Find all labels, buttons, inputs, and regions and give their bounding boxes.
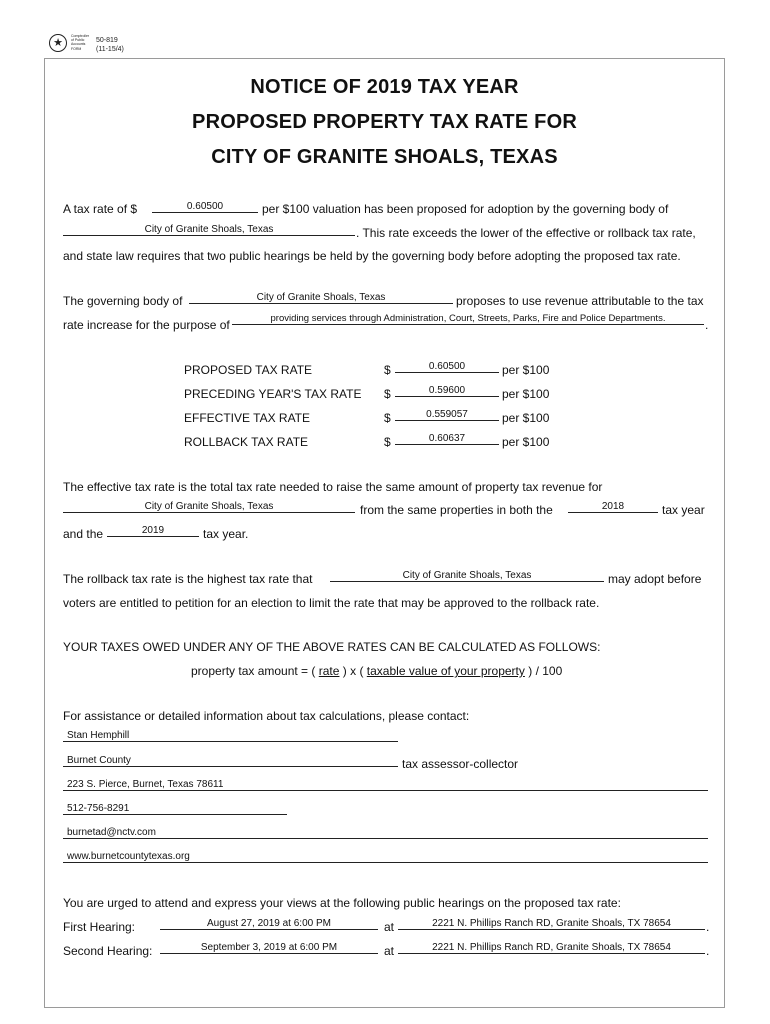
rate-value-rollback[interactable]: 0.60637 [395,433,499,445]
rollback-suffix: may adopt before [608,572,702,586]
intro-after-body: . This rate exceeds the lower of the effective or rollback tax rate, [356,226,696,240]
rate-unit: per $100 [502,411,550,425]
star-icon: ★ [53,37,63,49]
current-year-field[interactable]: 2019 [107,525,199,537]
first-hearing-date-field[interactable]: August 27, 2019 at 6:00 PM [160,918,378,930]
first-hearing-period: . [706,920,710,934]
rate-label-proposed: PROPOSED TAX RATE [184,363,313,377]
contact-email-field[interactable]: burnetad@nctv.com [63,827,708,839]
form-number: 50-819 [96,37,118,44]
intro-line-3: and state law requires that two public hearings be held by the governing body before adopting the proposed tax rate. [63,249,681,263]
rate-unit: per $100 [502,363,550,377]
formula-divide: ) / 100 [528,664,563,678]
rollback-line-2: voters are entitled to petition for an election to limit the rate that may be approved to the rollback rate. [63,596,600,610]
purpose-period: . [705,318,709,332]
second-hearing-period: . [706,944,710,958]
intro-after-rate: per $100 valuation has been proposed for adoption by the governing body of [262,202,669,216]
second-hearing-place-field[interactable]: 2221 N. Phillips Ranch RD, Granite Shoals, TX 78654 [398,942,705,954]
rate-label-effective: EFFECTIVE TAX RATE [184,411,311,425]
seal-caption-line: FORM [71,46,82,51]
proposed-rate-field[interactable]: 0.60500 [152,201,258,213]
effective-line-1: The effective tax rate is the total tax rate needed to raise the same amount of property tax revenue for [63,480,603,494]
formula-prefix: property tax amount = ( [191,664,316,678]
seal-caption-line: Accounts [71,42,86,47]
calc-formula [191,664,562,678]
effective-and-the: and the [63,527,104,541]
comptroller-seal [49,34,67,52]
first-hearing-label: First Hearing: [63,920,136,934]
formula-times: ) x ( [342,664,364,678]
title-line-2: PROPOSED PROPERTY TAX RATE FOR [192,111,577,133]
rate-value-effective[interactable]: 0.559057 [395,409,499,421]
contact-heading: For assistance or detailed information about tax calculations, please contact: [63,709,470,723]
hearings-intro: You are urged to attend and express your views at the following public hearings on the proposed tax rate: [63,896,621,910]
formula-taxable-value: taxable value of your property [366,664,525,678]
title-line-3: CITY OF GRANITE SHOALS, TEXAS [211,146,558,168]
first-hearing-at: at [384,920,395,934]
second-hearing-label: Second Hearing: [63,944,153,958]
currency-symbol: $ [384,387,391,401]
rate-label-rollback: ROLLBACK TAX RATE [184,435,309,449]
seal-caption-line: Comptroller [71,34,90,38]
seal-caption-line: of Public [71,38,85,43]
formula-rate: rate [318,664,340,678]
contact-website-field[interactable]: www.burnetcountytexas.org [63,851,708,863]
rollback-body-field[interactable]: City of Granite Shoals, Texas [330,570,604,582]
contact-county-field[interactable]: Burnet County [63,755,398,767]
purpose-body-field[interactable]: City of Granite Shoals, Texas [189,292,453,304]
second-hearing-date-field[interactable]: September 3, 2019 at 6:00 PM [160,942,378,954]
effective-body-field[interactable]: City of Granite Shoals, Texas [63,501,355,513]
effective-tax-year: tax year [662,503,705,517]
rate-unit: per $100 [502,435,550,449]
purpose-prefix: The governing body of [63,294,183,308]
contact-name-field[interactable]: Stan Hemphill [63,730,398,742]
title-line-1: NOTICE OF 2019 TAX YEAR [250,76,519,98]
rate-label-preceding: PRECEDING YEAR'S TAX RATE [184,387,362,401]
currency-symbol: $ [384,435,391,449]
form-revision: (11-15/4) [96,46,124,53]
effective-mid: from the same properties in both the [360,503,553,517]
rollback-prefix: The rollback tax rate is the highest tax rate that [63,572,313,586]
first-hearing-place-field[interactable]: 2221 N. Phillips Ranch RD, Granite Shoals, TX 78654 [398,918,705,930]
calc-heading: YOUR TAXES OWED UNDER ANY OF THE ABOVE RATES CAN BE CALCULATED AS FOLLOWS: [63,640,601,654]
purpose-text-field[interactable]: providing services through Administration, Court, Streets, Parks, Fire and Police Departments. [232,313,704,325]
second-hearing-at: at [384,944,395,958]
contact-phone-field[interactable]: 512-756-8291 [63,803,287,815]
currency-symbol: $ [384,411,391,425]
seal-caption [71,34,89,51]
currency-symbol: $ [384,363,391,377]
prior-year-field[interactable]: 2018 [568,501,658,513]
intro-prefix: A tax rate of $ [63,202,138,216]
purpose-line2-prefix: rate increase for the purpose of [63,318,230,332]
rate-value-proposed[interactable]: 0.60500 [395,361,499,373]
rate-unit: per $100 [502,387,550,401]
contact-address-field[interactable]: 223 S. Pierce, Burnet, Texas 78611 [63,779,708,791]
rate-value-preceding[interactable]: 0.59600 [395,385,499,397]
governing-body-field[interactable]: City of Granite Shoals, Texas [63,224,355,236]
effective-tax-year-end: tax year. [203,527,249,541]
contact-role: tax assessor-collector [402,757,519,771]
purpose-suffix: proposes to use revenue attributable to the tax [456,294,704,308]
